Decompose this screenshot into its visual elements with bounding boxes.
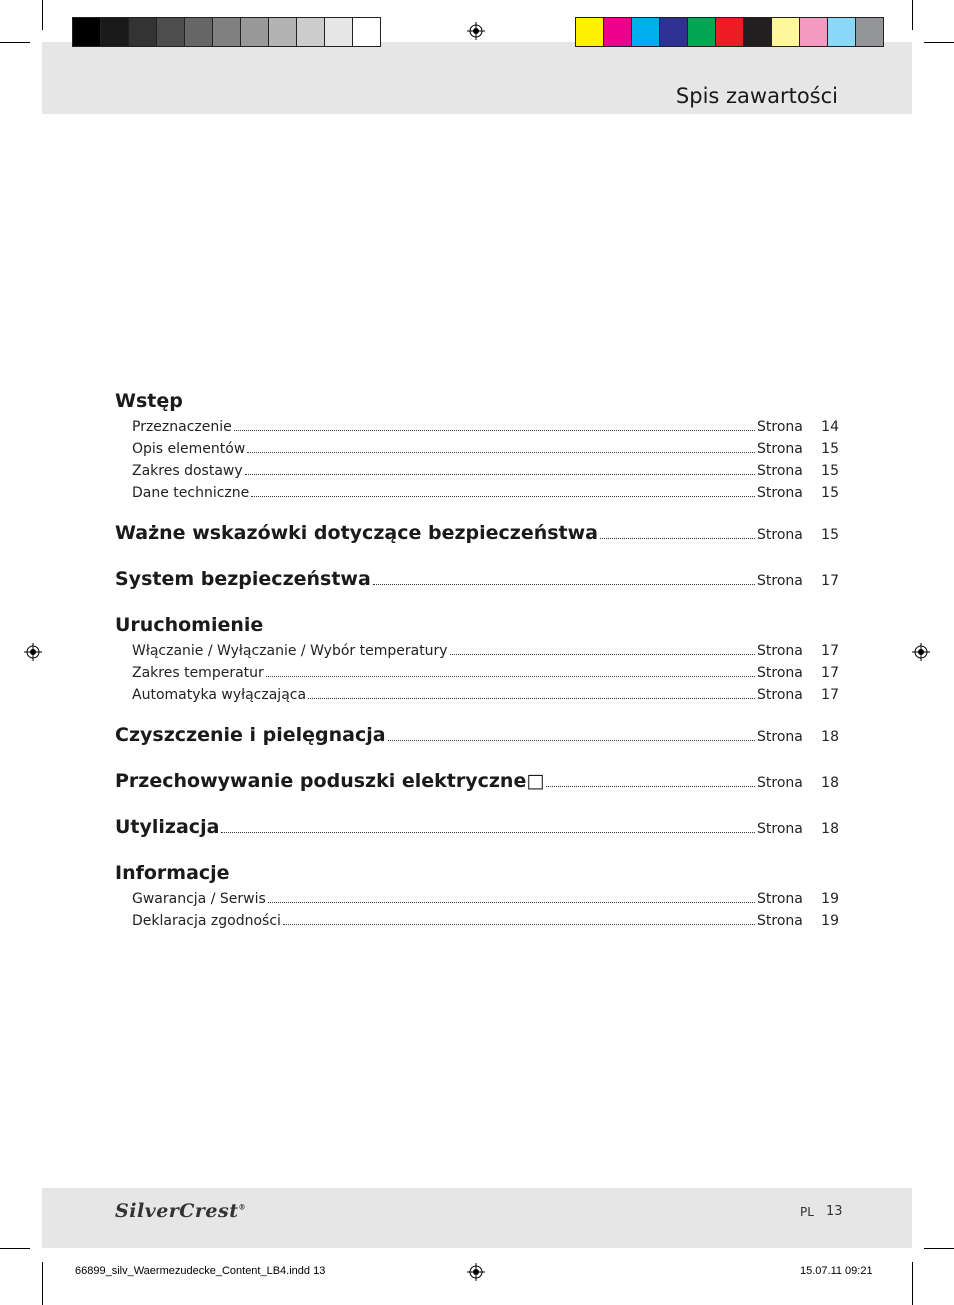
toc-section-title: Przechowywanie poduszki elektryczne□ — [115, 770, 545, 792]
dot-leader — [600, 537, 755, 539]
dot-leader — [268, 901, 755, 903]
gray-swatch — [296, 17, 325, 47]
toc-entry-strona: Strona — [757, 665, 803, 681]
toc-entry[interactable] — [115, 640, 839, 662]
toc-entry-label: Zakres temperatur — [132, 665, 264, 681]
toc-entry-page: 14 — [821, 419, 839, 435]
toc-entry[interactable] — [115, 888, 839, 910]
toc-major-entry[interactable] — [115, 812, 839, 844]
toc-entry-label: Deklaracja zgodności — [132, 913, 281, 929]
toc-entry[interactable] — [115, 438, 839, 460]
toc-major-entry[interactable] — [115, 518, 839, 550]
toc-entry[interactable] — [115, 482, 839, 504]
toc-entry-page: 15 — [821, 463, 839, 479]
color-swatch — [827, 17, 856, 47]
gray-swatch — [184, 17, 213, 47]
color-swatch — [687, 17, 716, 47]
toc-section — [115, 564, 839, 596]
toc-section-title: Czyszczenie i pielęgnacja — [115, 724, 386, 746]
toc-entry-page: 17 — [821, 643, 839, 659]
toc-entry-page: 19 — [821, 891, 839, 907]
toc-section-title: Wstęp — [115, 390, 183, 412]
cmyk-color-bar — [575, 17, 883, 47]
color-swatch — [603, 17, 632, 47]
crop-mark — [0, 1248, 30, 1249]
toc-entry-page: 15 — [821, 527, 839, 543]
gray-swatch — [352, 17, 381, 47]
toc-entry-label: Automatyka wyłączająca — [132, 687, 307, 703]
crop-mark — [912, 0, 913, 30]
toc-major-entry[interactable] — [115, 766, 839, 798]
toc-section — [115, 386, 839, 504]
dot-leader — [283, 923, 755, 925]
color-swatch — [743, 17, 772, 47]
toc-entry-strona: Strona — [757, 729, 803, 745]
dot-leader — [266, 675, 755, 677]
toc-entry[interactable] — [115, 910, 839, 932]
gray-swatch — [212, 17, 241, 47]
toc-section — [115, 812, 839, 844]
crop-mark — [924, 42, 954, 43]
toc-entry-strona: Strona — [757, 891, 803, 907]
dot-leader — [308, 697, 755, 699]
toc-section-title: System bezpieczeństwa — [115, 568, 371, 590]
dot-leader — [221, 831, 755, 833]
color-swatch — [631, 17, 660, 47]
crop-mark — [42, 1262, 43, 1305]
toc-section — [115, 858, 839, 932]
toc-entry-label: Przeznaczenie — [132, 419, 232, 435]
toc-entry-strona: Strona — [757, 687, 803, 703]
dot-leader — [450, 653, 755, 655]
crop-mark — [0, 42, 30, 43]
gray-swatch — [100, 17, 129, 47]
color-swatch — [715, 17, 744, 47]
color-swatch — [575, 17, 604, 47]
toc-entry-page: 19 — [821, 913, 839, 929]
toc-entry-page: 18 — [821, 821, 839, 837]
dot-leader — [251, 495, 755, 497]
color-swatch — [771, 17, 800, 47]
toc-entry-label: Zakres dostawy — [132, 463, 243, 479]
registration-mark-icon — [467, 1263, 485, 1281]
color-swatch — [855, 17, 884, 47]
toc-entry-page: 18 — [821, 775, 839, 791]
table-of-contents — [115, 386, 839, 946]
dot-leader — [373, 583, 755, 585]
toc-section — [115, 518, 839, 550]
crop-mark — [42, 0, 43, 30]
dot-leader — [388, 739, 755, 741]
color-swatch — [799, 17, 828, 47]
toc-section — [115, 610, 839, 706]
dot-leader — [247, 451, 755, 453]
gray-swatch — [240, 17, 269, 47]
gray-swatch — [128, 17, 157, 47]
brand-logo: SilverCrest® — [115, 1200, 246, 1222]
toc-entry-label: Gwarancja / Serwis — [132, 891, 266, 907]
dot-leader — [546, 785, 755, 787]
grayscale-color-bar — [72, 17, 380, 47]
dot-leader — [234, 429, 755, 431]
toc-entry-strona: Strona — [757, 913, 803, 929]
page-title: Spis zawartości — [675, 84, 838, 108]
toc-entry-page: 18 — [821, 729, 839, 745]
toc-entry[interactable] — [115, 460, 839, 482]
toc-section-title: Ważne wskazówki dotyczące bezpieczeństwa — [115, 522, 599, 544]
registration-mark-icon — [912, 643, 930, 661]
toc-entry-strona: Strona — [757, 573, 803, 589]
toc-entry-strona: Strona — [757, 419, 803, 435]
toc-entry-page: 15 — [821, 485, 839, 501]
gray-swatch — [156, 17, 185, 47]
toc-entry-label: Opis elementów — [132, 441, 246, 457]
toc-entry-strona: Strona — [757, 485, 803, 501]
toc-entry-strona: Strona — [757, 821, 803, 837]
toc-major-entry[interactable] — [115, 564, 839, 596]
toc-entry[interactable] — [115, 662, 839, 684]
toc-entry[interactable] — [115, 684, 839, 706]
registration-mark-icon — [467, 22, 485, 40]
toc-entry-page: 17 — [821, 573, 839, 589]
toc-entry-page: 15 — [821, 441, 839, 457]
crop-mark — [912, 1262, 913, 1305]
toc-entry-label: Włączanie / Wyłączanie / Wybór temperatury — [132, 643, 448, 659]
gray-swatch — [268, 17, 297, 47]
toc-entry-label: Dane techniczne — [132, 485, 250, 501]
toc-entry-page: 17 — [821, 687, 839, 703]
toc-major-entry[interactable] — [115, 720, 839, 752]
toc-section-title: Uruchomienie — [115, 614, 264, 636]
crop-mark — [924, 1248, 954, 1249]
toc-entry-strona: Strona — [757, 643, 803, 659]
color-swatch — [659, 17, 688, 47]
toc-entry-strona: Strona — [757, 441, 803, 457]
toc-section-title: Utylizacja — [115, 816, 220, 838]
gray-swatch — [72, 17, 101, 47]
toc-entry-strona: Strona — [757, 463, 803, 479]
gray-swatch — [324, 17, 353, 47]
print-slug-datetime: 15.07.11 09:21 — [800, 1265, 873, 1277]
language-code: PL — [800, 1205, 814, 1219]
registration-mark-icon — [24, 643, 42, 661]
toc-entry-strona: Strona — [757, 775, 803, 791]
toc-entry[interactable] — [115, 416, 839, 438]
print-slug-file: 66899_silv_Waermezudecke_Content_LB4.indd 13 — [75, 1265, 326, 1277]
toc-section — [115, 766, 839, 798]
toc-entry-strona: Strona — [757, 527, 803, 543]
toc-section-title: Informacje — [115, 862, 230, 884]
toc-section — [115, 720, 839, 752]
toc-entry-page: 17 — [821, 665, 839, 681]
page-number: 13 — [826, 1204, 843, 1219]
dot-leader — [245, 473, 755, 475]
